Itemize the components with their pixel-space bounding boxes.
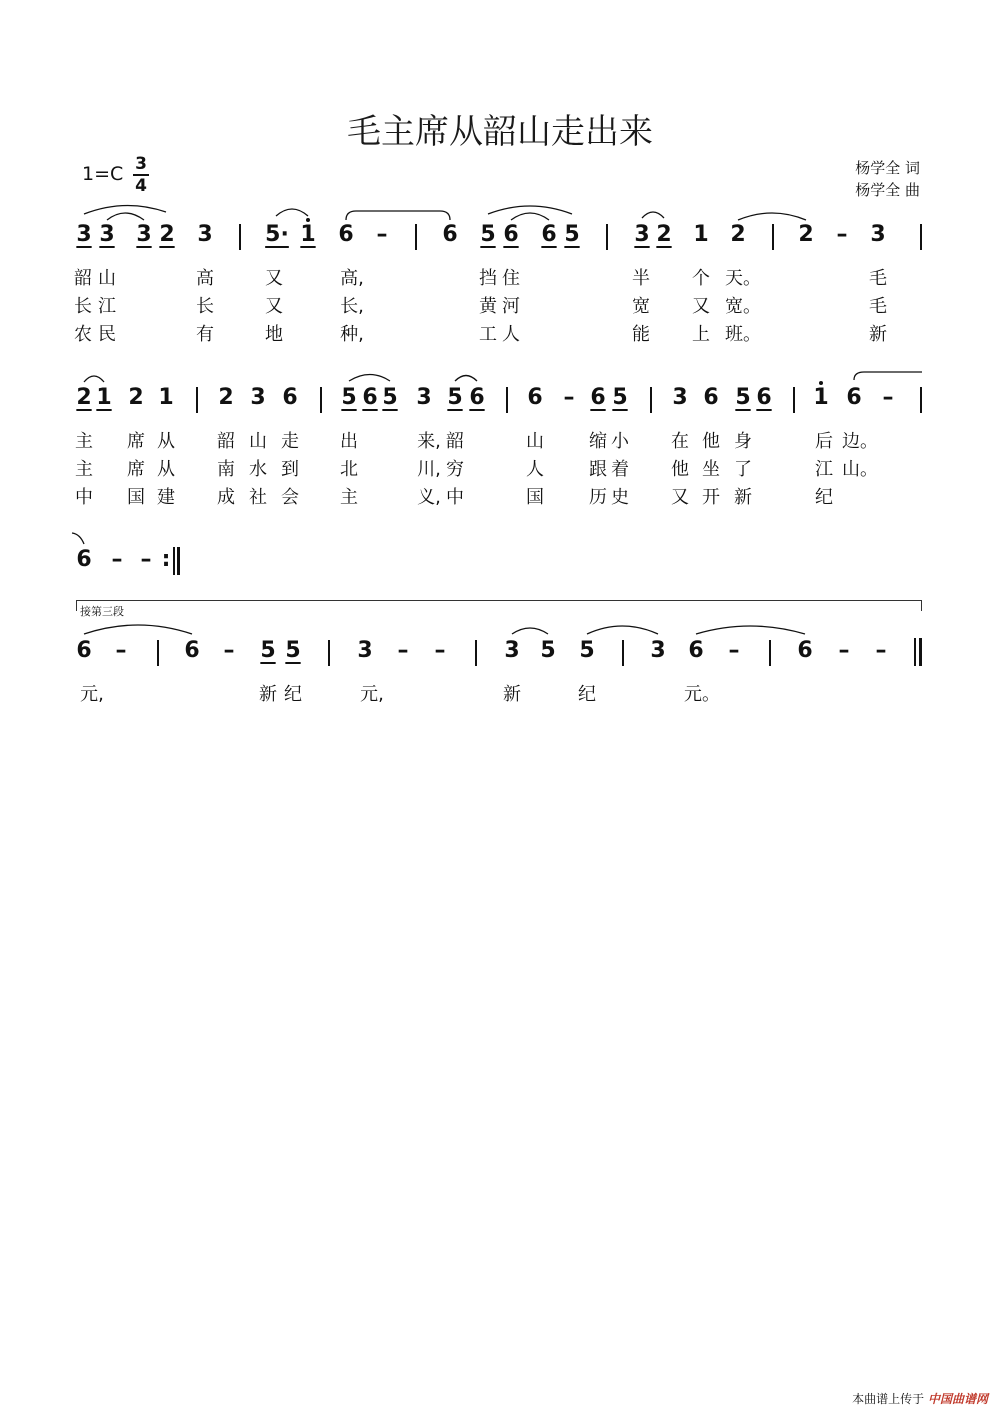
lyric: 长 — [196, 296, 214, 317]
note: 3 — [250, 385, 266, 410]
time-signature-bottom: 4 — [135, 176, 147, 196]
lyric: 人 — [526, 459, 544, 480]
tie — [346, 211, 450, 220]
lyric: 江 — [98, 296, 116, 317]
lyric: 又 — [692, 296, 710, 317]
note: 6 — [541, 222, 557, 247]
slur — [511, 213, 549, 220]
lyric: 后 — [815, 431, 833, 452]
lyric: 小 — [611, 431, 629, 452]
lyric: 半 — [632, 268, 650, 289]
lyric: 江 — [815, 459, 833, 480]
lyric: 挡 — [479, 268, 497, 289]
lyric: 纪 — [578, 684, 596, 705]
key-signature: 1=C — [82, 163, 124, 185]
lyricist-credit: 杨学全 词 — [855, 159, 920, 177]
lyric: 民 — [98, 324, 116, 345]
note: 5 — [382, 385, 398, 410]
lyric: 山 — [526, 431, 544, 452]
lyric: 人 — [502, 324, 520, 345]
note: 5 — [285, 638, 301, 663]
time-signature-top: 3 — [135, 154, 147, 174]
note: 5 — [341, 385, 357, 410]
note: 3 — [197, 222, 213, 247]
dash: – — [563, 385, 575, 410]
dash: – — [111, 547, 123, 572]
note: 6 — [338, 222, 354, 247]
note: 2 — [730, 222, 746, 247]
tie — [587, 626, 658, 634]
lyric: 纪 — [284, 684, 302, 705]
lyric: 元, — [80, 684, 104, 705]
lyric: 新 — [259, 684, 277, 705]
note: 6 — [469, 385, 485, 410]
note: 6 — [184, 638, 200, 663]
slur — [512, 628, 548, 634]
dash: – — [115, 638, 127, 663]
note: 3 — [634, 222, 650, 247]
lyric: 北 — [340, 459, 358, 480]
lyric: 了 — [734, 459, 752, 480]
lyric: 上 — [692, 324, 710, 345]
lyric: 工 — [479, 324, 497, 345]
lyric: 住 — [502, 268, 520, 289]
lyric: 主 — [75, 459, 93, 480]
lyric: 天。 — [725, 268, 761, 289]
slur — [349, 375, 390, 382]
lyric: 主 — [340, 487, 358, 508]
dash: – — [875, 638, 887, 663]
note: 5 — [540, 638, 556, 663]
lyric: 宽。 — [725, 296, 761, 317]
lyric: 穷 — [446, 459, 464, 480]
note: 6 — [703, 385, 719, 410]
lyric: 义, — [417, 487, 441, 508]
lyric: 历 — [589, 487, 607, 508]
lyric: 水 — [249, 459, 267, 480]
note: 3 — [870, 222, 886, 247]
note: 6 — [76, 547, 92, 572]
note: 3 — [416, 385, 432, 410]
slur — [107, 213, 144, 220]
lyric: 又 — [265, 296, 283, 317]
lyric: 来, — [417, 431, 441, 452]
lyric: 会 — [281, 487, 299, 508]
dash: – — [376, 222, 388, 247]
lyric: 在 — [671, 431, 689, 452]
note: 5 — [579, 638, 595, 663]
lyric: 元。 — [684, 684, 720, 705]
lyric: 个 — [692, 268, 710, 289]
note: 6 — [590, 385, 606, 410]
lyric: 国 — [127, 487, 145, 508]
lyric: 边。 — [842, 431, 878, 452]
note: 6 — [846, 385, 862, 410]
lyric: 社 — [249, 487, 267, 508]
lyric: 又 — [265, 268, 283, 289]
lyric: 又 — [671, 487, 689, 508]
note: 5 — [447, 385, 463, 410]
note: 1 — [96, 385, 112, 410]
lyric: 长 — [74, 296, 92, 317]
note: 6 — [362, 385, 378, 410]
footer-text: 本曲谱上传于 — [852, 1392, 925, 1406]
tie — [854, 372, 922, 380]
slur — [455, 376, 477, 382]
lyric: 国 — [526, 487, 544, 508]
note: 3 — [357, 638, 373, 663]
tie — [84, 625, 192, 634]
lyric: 席 — [127, 459, 145, 480]
note: 5 — [564, 222, 580, 247]
lyric: 史 — [611, 487, 629, 508]
dash: – — [140, 547, 152, 572]
footer — [852, 1390, 988, 1407]
lyric: 高 — [196, 268, 214, 289]
composer-credit: 杨学全 曲 — [855, 181, 920, 199]
note: 1 — [158, 385, 174, 410]
tie — [738, 213, 806, 220]
note: 2 — [159, 222, 175, 247]
note: 6 — [527, 385, 543, 410]
lyric: 从 — [157, 431, 175, 452]
lyric: 跟 — [589, 459, 607, 480]
note: 6 — [756, 385, 772, 410]
lyric: 种, — [340, 324, 364, 345]
lyric: 有 — [196, 324, 214, 345]
lyric: 毛 — [869, 296, 887, 317]
lyric: 走 — [281, 431, 299, 452]
lyric: 农 — [74, 324, 92, 345]
site-logo[interactable]: 中国曲谱网 — [927, 1392, 988, 1406]
lyric: 地 — [265, 324, 283, 345]
repeat-sign: : — [161, 547, 171, 572]
note: 6 — [503, 222, 519, 247]
lyric: 主 — [75, 431, 93, 452]
lyric: 新 — [869, 324, 887, 345]
ending-bracket-label: 接第三段 — [80, 605, 124, 618]
note: 1 — [300, 222, 316, 247]
lyric: 成 — [217, 487, 235, 508]
dash: – — [223, 638, 235, 663]
lyric: 到 — [281, 459, 299, 480]
note: 1 — [693, 222, 709, 247]
lyric: 中 — [446, 487, 464, 508]
lyric: 着 — [611, 459, 629, 480]
note: 6 — [797, 638, 813, 663]
note: 3 — [136, 222, 152, 247]
lyric: 能 — [632, 324, 650, 345]
dash: – — [882, 385, 894, 410]
dash: – — [836, 222, 848, 247]
lyric: 韶 — [217, 431, 235, 452]
note: 5 — [612, 385, 628, 410]
tie — [696, 626, 805, 634]
note: 2 — [798, 222, 814, 247]
note: 2 — [218, 385, 234, 410]
slur — [84, 376, 104, 382]
tie-continuation — [72, 533, 84, 544]
lyric: 他 — [702, 431, 720, 452]
lyric: 宽 — [632, 296, 650, 317]
lyric: 黄 — [479, 296, 497, 317]
lyric: 南 — [217, 459, 235, 480]
lyric: 坐 — [702, 459, 720, 480]
lyric: 从 — [157, 459, 175, 480]
lyric: 纪 — [815, 487, 833, 508]
lyric: 缩 — [589, 431, 607, 452]
lyric: 班。 — [725, 324, 761, 345]
lyric: 山 — [249, 431, 267, 452]
lyric: 他 — [671, 459, 689, 480]
note: 5 — [480, 222, 496, 247]
lyric: 山。 — [842, 459, 878, 480]
dash: – — [434, 638, 446, 663]
note: 2 — [656, 222, 672, 247]
lyric: 出 — [340, 431, 358, 452]
note: 3 — [504, 638, 520, 663]
lyric: 韶 — [446, 431, 464, 452]
page-title: 毛主席从韶山走出来 — [347, 112, 653, 152]
slur — [642, 212, 664, 218]
lyric: 川, — [417, 459, 441, 480]
lyric: 河 — [502, 296, 520, 317]
note: 3 — [672, 385, 688, 410]
dash: – — [728, 638, 740, 663]
lyric: 长, — [340, 296, 364, 317]
note: 6 — [442, 222, 458, 247]
lyric: 元, — [360, 684, 384, 705]
note: 3 — [650, 638, 666, 663]
lyric: 山 — [98, 268, 116, 289]
note: 3 — [99, 222, 115, 247]
lyric: 身 — [734, 431, 752, 452]
note: 6 — [76, 638, 92, 663]
lyric: 毛 — [869, 268, 887, 289]
lyric: 高, — [340, 268, 364, 289]
note: 1 — [813, 385, 829, 410]
lyric: 席 — [127, 431, 145, 452]
note: 6 — [688, 638, 704, 663]
lyric: 开 — [702, 487, 720, 508]
lyric: 建 — [157, 487, 175, 508]
slur — [276, 209, 308, 216]
note: 5· — [265, 222, 289, 247]
note: 5 — [260, 638, 276, 663]
lyric: 韶 — [74, 268, 92, 289]
lyric: 中 — [75, 487, 93, 508]
note: 3 — [76, 222, 92, 247]
note: 6 — [282, 385, 298, 410]
dash: – — [397, 638, 409, 663]
lyric: 新 — [503, 684, 521, 705]
note: 5 — [735, 385, 751, 410]
note: 2 — [128, 385, 144, 410]
note: 2 — [76, 385, 92, 410]
lyric: 新 — [734, 487, 752, 508]
dash: – — [838, 638, 850, 663]
